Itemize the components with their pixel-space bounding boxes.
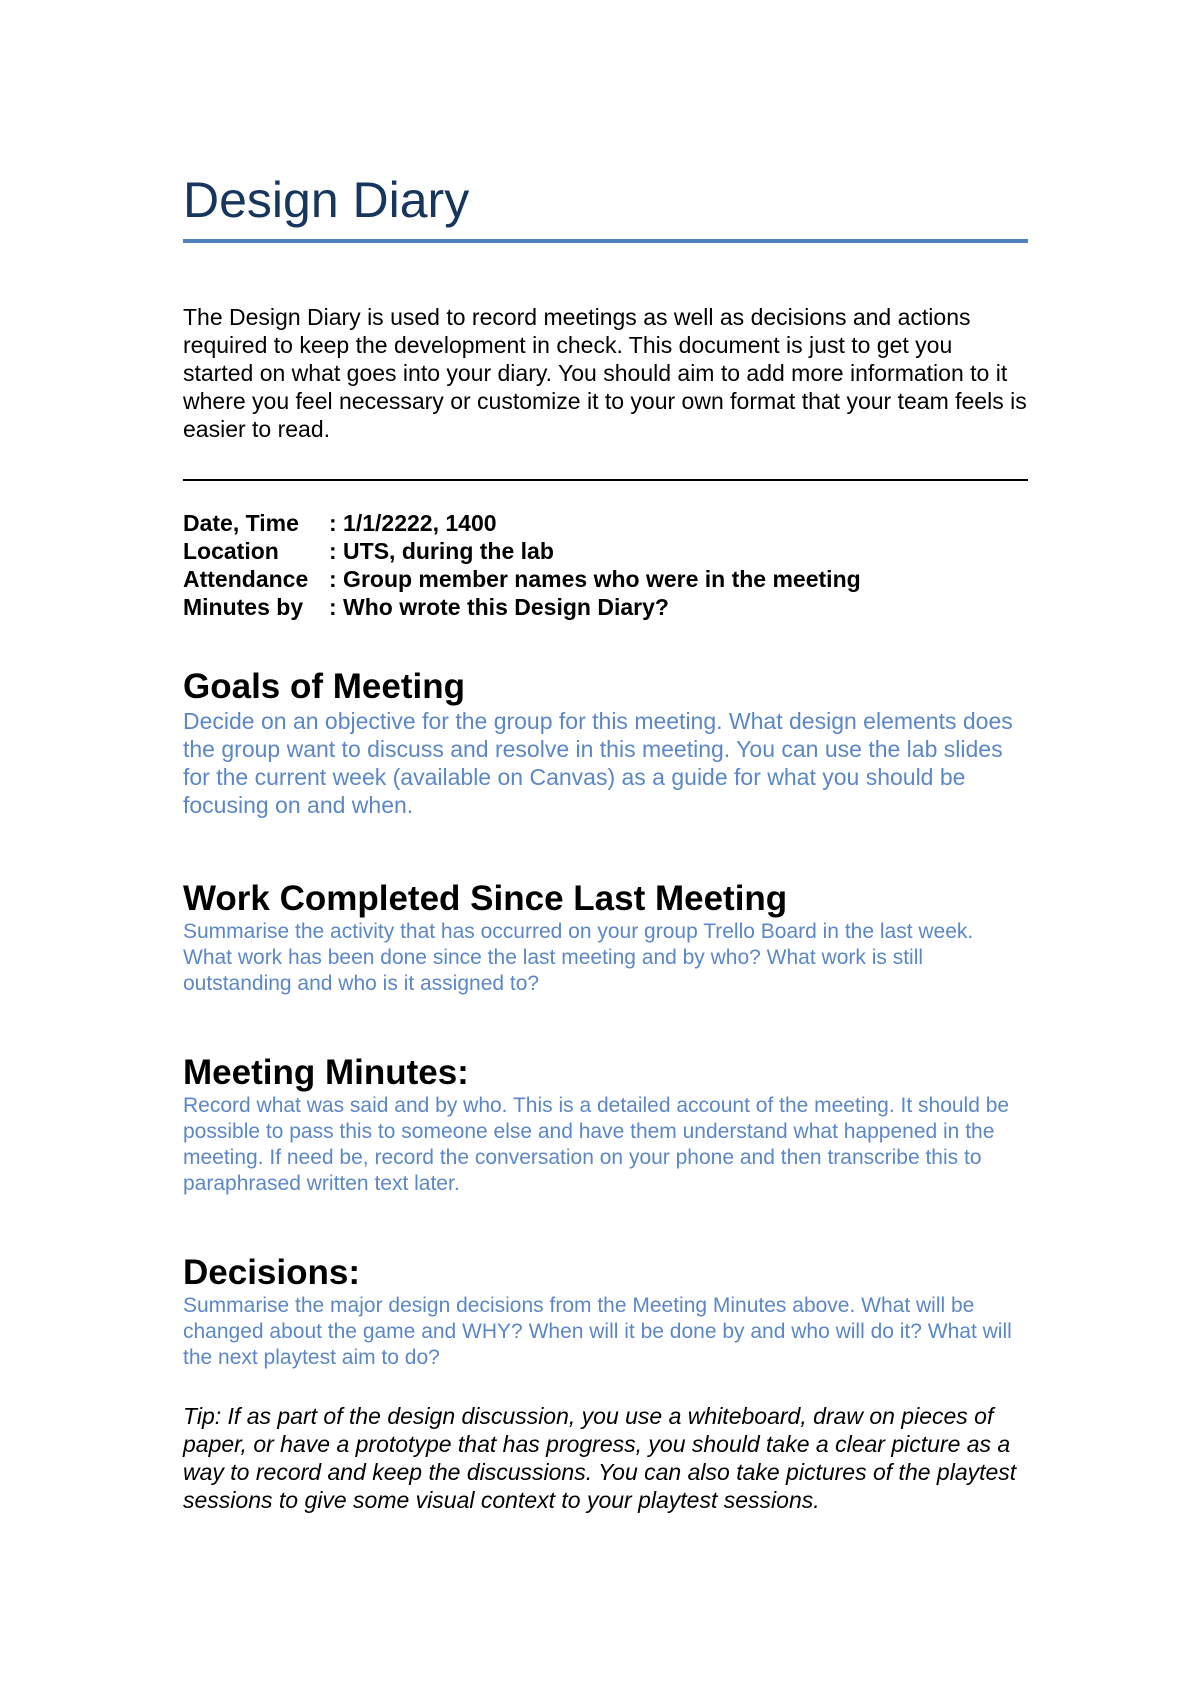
meta-row-date-time — [183, 509, 861, 537]
document-page — [183, 170, 1028, 1514]
section-body-meeting-minutes: Record what was said and by who. This is a detailed account of the meeting. It should be possible to pass this to someone else and have them understand what happened in the meeting. If need be, record the conversation on your phone and then transcribe this to paraphrased written text later. — [183, 1094, 1010, 1195]
meta-label: Minutes by — [183, 594, 304, 620]
section-body-work-completed: Summarise the activity that has occurred on your group Trello Board in the last week. What work has been done since the last meeting and by who? What work is still outstanding and who is it assigned to? — [183, 920, 974, 995]
meta-value: : UTS, during the lab — [329, 538, 554, 564]
meta-value: : 1/1/2222, 1400 — [329, 510, 497, 536]
meta-row-attendance — [183, 565, 861, 593]
section-heading-meeting-minutes: Meeting Minutes: — [183, 1053, 469, 1092]
horizontal-divider — [183, 479, 1028, 481]
document-title: Design Diary — [183, 170, 1028, 243]
tip-paragraph: Tip: If as part of the design discussion, you use a whiteboard, draw on pieces of paper, or have a prototype that has progress, you should take a clear picture as a way to record and keep the discussions. You can also take pictures of the playtest sessions to give some visual context to your playtest sessions. — [183, 1403, 1017, 1513]
section-heading-decisions: Decisions: — [183, 1253, 360, 1292]
section-body-decisions: Summarise the major design decisions from the Meeting Minutes above. What will be changed about the game and WHY? When will it be done by and who will do it? What will the next playtest aim to do? — [183, 1294, 1012, 1369]
intro-paragraph: The Design Diary is used to record meetings as well as decisions and actions required to keep the development in check. This document is just to get you started on what goes into your diary. You should aim to add more information to it where you feel necessary or customize it to your own format that your team feels is easier to read. — [183, 304, 1027, 442]
section-body-goals: Decide on an objective for the group for this meeting. What design elements does the group want to discuss and resolve in this meeting. You can use the lab slides for the current week (available on Canvas) as a guide for what you should be focusing on and when. — [183, 708, 1013, 818]
meta-label: Location — [183, 538, 279, 564]
meta-label: Attendance — [183, 566, 309, 592]
meta-row-location — [183, 537, 861, 565]
meta-value: : Who wrote this Design Diary? — [329, 594, 669, 620]
section-heading-work-completed: Work Completed Since Last Meeting — [183, 879, 788, 918]
meeting-details-table — [183, 509, 861, 621]
section-heading-goals: Goals of Meeting — [183, 667, 465, 706]
meta-row-minutes-by — [183, 593, 861, 621]
meta-label: Date, Time — [183, 510, 299, 536]
meta-value: : Group member names who were in the meeting — [329, 566, 861, 592]
